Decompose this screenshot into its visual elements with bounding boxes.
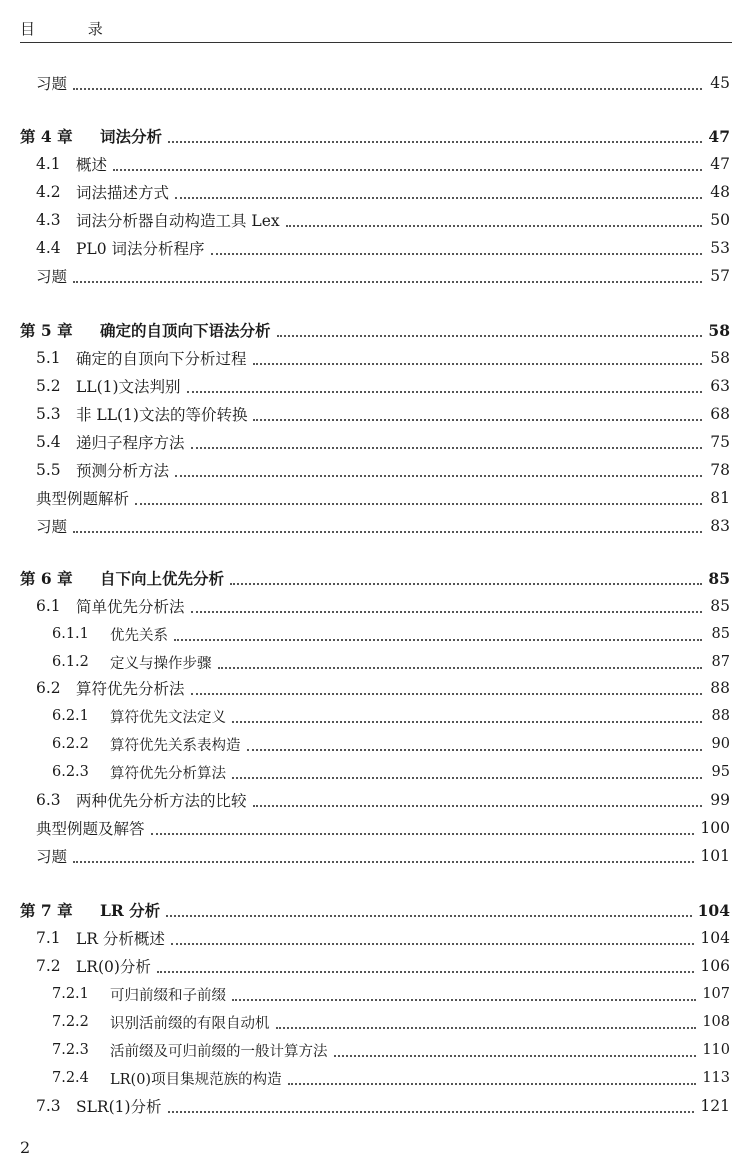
toc-entry-number: 5.2 <box>36 377 61 395</box>
toc-entry-number: 6.1 <box>36 597 61 615</box>
toc-entry <box>36 236 730 260</box>
toc-entry-number: 7.2.2 <box>52 1014 89 1030</box>
page-number: 2 <box>20 1138 31 1157</box>
toc-entry <box>52 982 730 1006</box>
toc-entry <box>36 180 730 204</box>
dot-leader <box>168 1110 695 1113</box>
toc-entry-page: 47 <box>708 126 730 146</box>
toc-entry-page: 113 <box>702 1070 730 1086</box>
dot-leader <box>73 530 702 533</box>
toc-entry-page: 107 <box>702 986 730 1002</box>
toc-entry-title: 算符优先分析算法 <box>110 765 226 782</box>
toc-entry-page: 99 <box>710 791 730 809</box>
dot-leader <box>191 446 702 449</box>
toc-entry <box>52 1010 730 1034</box>
toc-entry-title: LR 分析 <box>100 901 161 920</box>
toc-entry-title: PL0 词法分析程序 <box>76 240 205 258</box>
toc-entry <box>36 458 730 482</box>
toc-entry-number: 6.2.2 <box>52 736 89 752</box>
dot-leader <box>232 776 702 779</box>
toc-entry <box>36 788 730 812</box>
dot-leader <box>151 832 695 835</box>
toc-entry-title: 递归子程序方法 <box>76 434 185 452</box>
dot-leader <box>73 280 702 283</box>
toc-entry-title: SLR(1)分析 <box>76 1098 162 1116</box>
toc-entry-page: 87 <box>711 654 730 670</box>
toc-entry-page: 58 <box>708 320 730 340</box>
dot-leader <box>166 914 691 917</box>
dot-leader <box>135 502 702 505</box>
dot-leader <box>171 942 695 945</box>
dot-leader <box>174 638 702 641</box>
toc-entry-title: 确定的自顶向下语法分析 <box>100 321 271 340</box>
toc-entry-page: 75 <box>710 433 730 451</box>
toc-entry-page: 78 <box>710 461 730 479</box>
toc-entry-page: 47 <box>710 155 730 173</box>
dot-leader <box>218 666 703 669</box>
toc-entry-page: 53 <box>710 239 730 257</box>
toc-entry <box>36 402 730 426</box>
toc-entry-title: 非 LL(1)文法的等价转换 <box>76 406 248 424</box>
toc-entry-page: 110 <box>702 1042 730 1058</box>
toc-entry <box>36 208 730 232</box>
toc-entry-number: 第 6 章 <box>20 569 73 588</box>
toc-entry-title: LL(1)文法判别 <box>76 378 181 396</box>
toc-entry-page: 101 <box>700 847 730 865</box>
toc-entry-page: 48 <box>710 183 730 201</box>
toc-entry <box>20 566 730 590</box>
toc-entry-page: 83 <box>710 517 730 535</box>
toc-entry-number: 4.3 <box>36 211 61 229</box>
toc-entry-title: 习题 <box>36 268 68 286</box>
toc-entry-title: 习题 <box>36 75 68 93</box>
toc-entry-number: 6.2.3 <box>52 764 89 780</box>
dot-leader <box>288 1082 697 1085</box>
toc-entry-number: 7.3 <box>36 1097 61 1115</box>
toc-entry-title: 算符优先文法定义 <box>110 709 226 726</box>
toc-entry-page: 100 <box>700 819 730 837</box>
toc-entry-number: 4.2 <box>36 183 61 201</box>
toc-entry <box>52 732 730 756</box>
toc-entry-title: 优先关系 <box>110 627 168 644</box>
toc-entry-page: 85 <box>708 568 730 588</box>
toc-entry-title: 典型例题及解答 <box>36 820 145 838</box>
toc-entry-page: 88 <box>710 679 730 697</box>
toc-entry-number: 6.2 <box>36 679 61 697</box>
toc-entry-page: 95 <box>711 764 730 780</box>
toc-entry-title: 两种优先分析方法的比较 <box>76 792 247 810</box>
dot-leader <box>187 390 702 393</box>
toc-entry-number: 4.4 <box>36 239 61 257</box>
toc-entry <box>36 374 730 398</box>
toc-entry-title: 概述 <box>76 156 108 174</box>
toc-entry-number: 第 7 章 <box>20 901 73 920</box>
toc-entry-number: 7.2.1 <box>52 986 89 1002</box>
toc-entry-title: 定义与操作步骤 <box>110 655 212 672</box>
toc-entry-page: 106 <box>700 957 730 975</box>
toc-entry <box>36 594 730 618</box>
toc-entry <box>52 622 730 646</box>
toc-entry <box>36 1094 730 1118</box>
toc-entry <box>36 346 730 370</box>
dot-leader <box>230 582 702 585</box>
toc-entry-title: 确定的自顶向下分析过程 <box>76 350 247 368</box>
toc-entry-title: 算符优先关系表构造 <box>110 737 241 754</box>
dot-leader <box>253 418 702 421</box>
dot-leader <box>175 474 702 477</box>
toc-entry <box>20 124 730 148</box>
toc-entry-title: 简单优先分析法 <box>76 598 185 616</box>
toc-entry-number: 第 4 章 <box>20 127 73 146</box>
toc-entry-page: 81 <box>710 489 730 507</box>
toc-entry-title: 典型例题解析 <box>36 490 130 508</box>
toc-entry-number: 4.1 <box>36 155 61 173</box>
toc-entry-title: 词法分析 <box>100 127 163 146</box>
toc-entry-title: 词法分析器自动构造工具 Lex <box>76 212 280 230</box>
toc-entry-title: 可归前缀和子前缀 <box>110 987 226 1004</box>
toc-entry <box>36 514 730 538</box>
toc-entry-page: 104 <box>700 929 730 947</box>
toc-entry-number: 7.2.4 <box>52 1070 89 1086</box>
dot-leader <box>253 804 702 807</box>
dot-leader <box>247 748 703 751</box>
toc-entry-page: 57 <box>710 267 730 285</box>
toc-entry-title: 习题 <box>36 518 68 536</box>
toc-entry <box>36 71 730 95</box>
toc-entry-title: 算符优先分析法 <box>76 680 185 698</box>
dot-leader <box>211 252 702 255</box>
toc-entry-page: 85 <box>710 597 730 615</box>
toc-entry <box>36 926 730 950</box>
toc-entry-page: 50 <box>710 211 730 229</box>
toc-entry-title: 自下向上优先分析 <box>100 569 225 588</box>
toc-entry <box>52 760 730 784</box>
dot-leader <box>157 970 694 973</box>
toc-entry <box>52 1066 730 1090</box>
toc-entry-title: 词法描述方式 <box>76 184 170 202</box>
toc-entry-number: 7.2.3 <box>52 1042 89 1058</box>
toc-entry-title: 识别活前缀的有限自动机 <box>110 1015 270 1032</box>
toc-entry-number: 5.3 <box>36 405 61 423</box>
toc-entry-page: 45 <box>710 74 730 92</box>
toc-entry-title: LR 分析概述 <box>76 930 165 948</box>
dot-leader <box>73 87 702 90</box>
dot-leader <box>191 610 702 613</box>
toc-entry <box>52 704 730 728</box>
toc-entry-title: 习题 <box>36 848 68 866</box>
dot-leader <box>113 168 702 171</box>
toc-entry-page: 63 <box>710 377 730 395</box>
toc-entry <box>36 486 730 510</box>
toc-entry-number: 7.2 <box>36 957 61 975</box>
dot-leader <box>232 998 696 1001</box>
dot-leader <box>232 720 702 723</box>
dot-leader <box>168 140 702 143</box>
toc-entry <box>36 430 730 454</box>
dot-leader <box>286 224 702 227</box>
dot-leader <box>253 362 702 365</box>
toc-entry-page: 90 <box>711 736 730 752</box>
dot-leader <box>334 1054 697 1057</box>
dot-leader <box>73 860 694 863</box>
toc-entry <box>52 1038 730 1062</box>
toc-entry <box>36 844 730 868</box>
toc-entry-page: 58 <box>710 349 730 367</box>
toc-entry-number: 5.1 <box>36 349 61 367</box>
header-title: 目 录 <box>20 20 127 38</box>
dot-leader <box>277 334 702 337</box>
toc-entry-title: LR(0)分析 <box>76 958 151 976</box>
toc-entry <box>52 650 730 674</box>
toc-entry-page: 88 <box>711 708 730 724</box>
toc-entry-title: 活前缀及可归前缀的一般计算方法 <box>110 1043 328 1060</box>
toc-entry-number: 6.1.2 <box>52 654 89 670</box>
dot-leader <box>175 196 702 199</box>
toc-entry-number: 7.1 <box>36 929 61 947</box>
toc-entry-page: 121 <box>700 1097 730 1115</box>
toc-entry-page: 108 <box>702 1014 730 1030</box>
toc-entry-page: 68 <box>710 405 730 423</box>
toc-entry <box>20 318 730 342</box>
toc-entry-title: LR(0)项目集规范族的构造 <box>110 1071 282 1088</box>
toc-entry <box>36 264 730 288</box>
toc-entry-number: 6.3 <box>36 791 61 809</box>
dot-leader <box>276 1026 697 1029</box>
dot-leader <box>191 692 702 695</box>
toc-entry-number: 第 5 章 <box>20 321 73 340</box>
toc-entry-number: 6.1.1 <box>52 626 89 642</box>
toc-entry-title: 预测分析方法 <box>76 462 170 480</box>
toc-entry-number: 6.2.1 <box>52 708 89 724</box>
toc-entry <box>36 954 730 978</box>
toc-entry-number: 5.4 <box>36 433 61 451</box>
toc-entry <box>36 676 730 700</box>
toc-entry-number: 5.5 <box>36 461 61 479</box>
toc-entry-page: 104 <box>697 900 730 920</box>
toc-entry <box>36 816 730 840</box>
toc-entry <box>20 898 730 922</box>
toc-entry-page: 85 <box>711 626 730 642</box>
toc-entry <box>36 152 730 176</box>
